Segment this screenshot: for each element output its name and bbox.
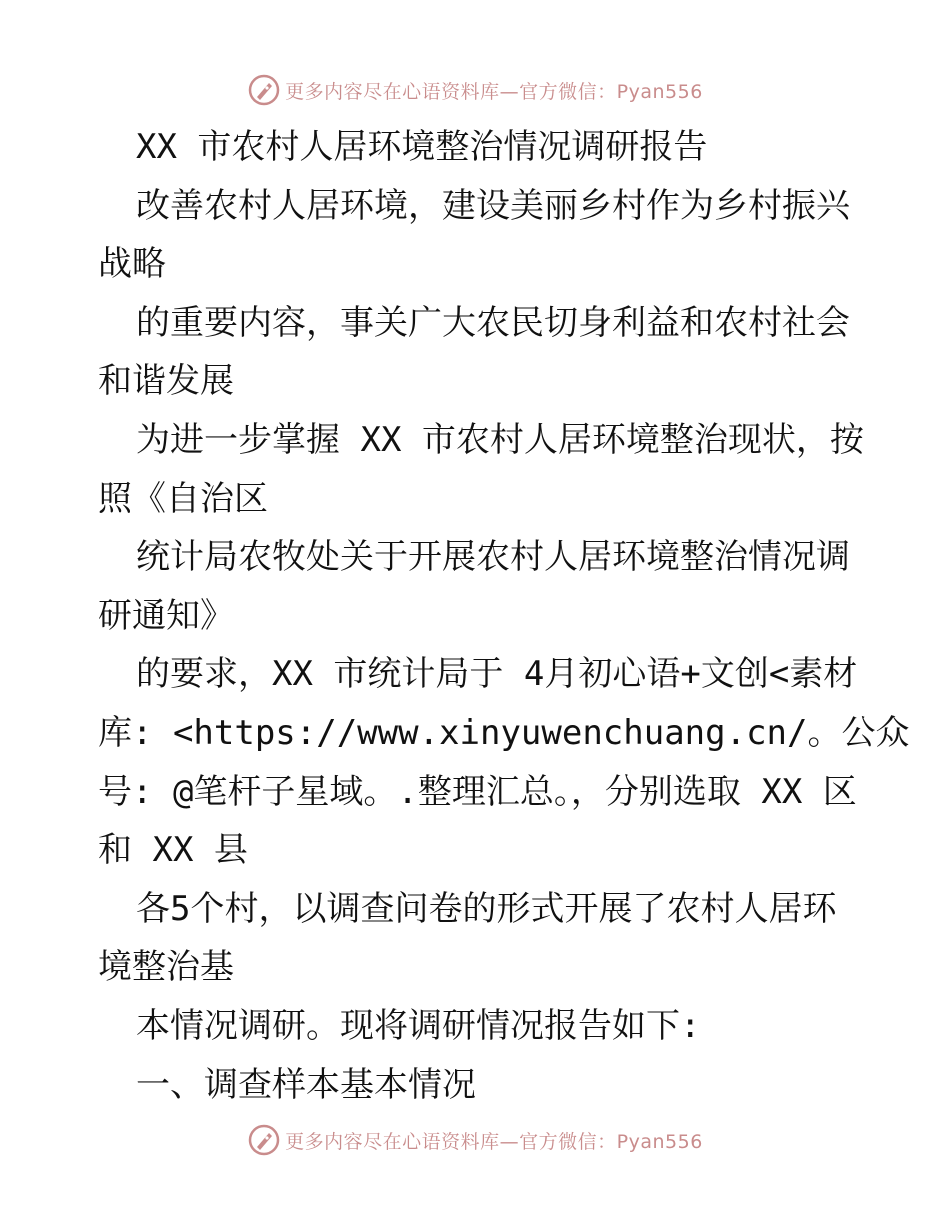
- text-line: XX 市农村人居环境整治情况调研报告: [136, 127, 708, 167]
- text-line: 统计局农牧处关于开展农村人居环境整治情况调: [136, 537, 850, 578]
- text-line: 号: @笔杆子星域。.整理汇总。，分别选取 XX 区: [98, 771, 857, 812]
- text-line: 的要求，XX 市统计局于 4月初心语+文创<素材: [136, 654, 858, 695]
- text-line: 战略: [98, 244, 166, 285]
- header-banner: [0, 70, 950, 110]
- pen-nib-logo-icon: [247, 1123, 281, 1157]
- text-line: 为进一步掌握 XX 市农村人居环境整治现状，按: [136, 419, 864, 460]
- footer-banner: [0, 1120, 950, 1160]
- text-line: 和 XX 县: [98, 830, 248, 871]
- text-line: 研通知》: [98, 595, 234, 636]
- banner-text: 更多内容尽在心语资料库—官方微信：Pyan556: [285, 1130, 703, 1153]
- text-line: 和谐发展: [98, 361, 234, 402]
- text-line: 境整治基: [98, 947, 234, 988]
- text-line: 库: <https://www.xinyuwenchuang.cn/。公众: [98, 712, 910, 753]
- text-line: 照《自治区: [98, 478, 268, 519]
- text-line: 改善农村人居环境，建设美丽乡村作为乡村振兴: [136, 185, 850, 226]
- text-line: 一、调查样本基本情况: [136, 1064, 476, 1105]
- banner-text: 更多内容尽在心语资料库—官方微信：Pyan556: [285, 80, 703, 103]
- document-body: [98, 118, 910, 1114]
- text-line: 本情况调研。现将调研情况报告如下:: [136, 1005, 701, 1046]
- pen-nib-logo-icon: [247, 73, 281, 107]
- text-line: 各5个村，以调查问卷的形式开展了农村人居环: [136, 888, 837, 929]
- text-line: 的重要内容，事关广大农民切身利益和农村社会: [136, 302, 850, 343]
